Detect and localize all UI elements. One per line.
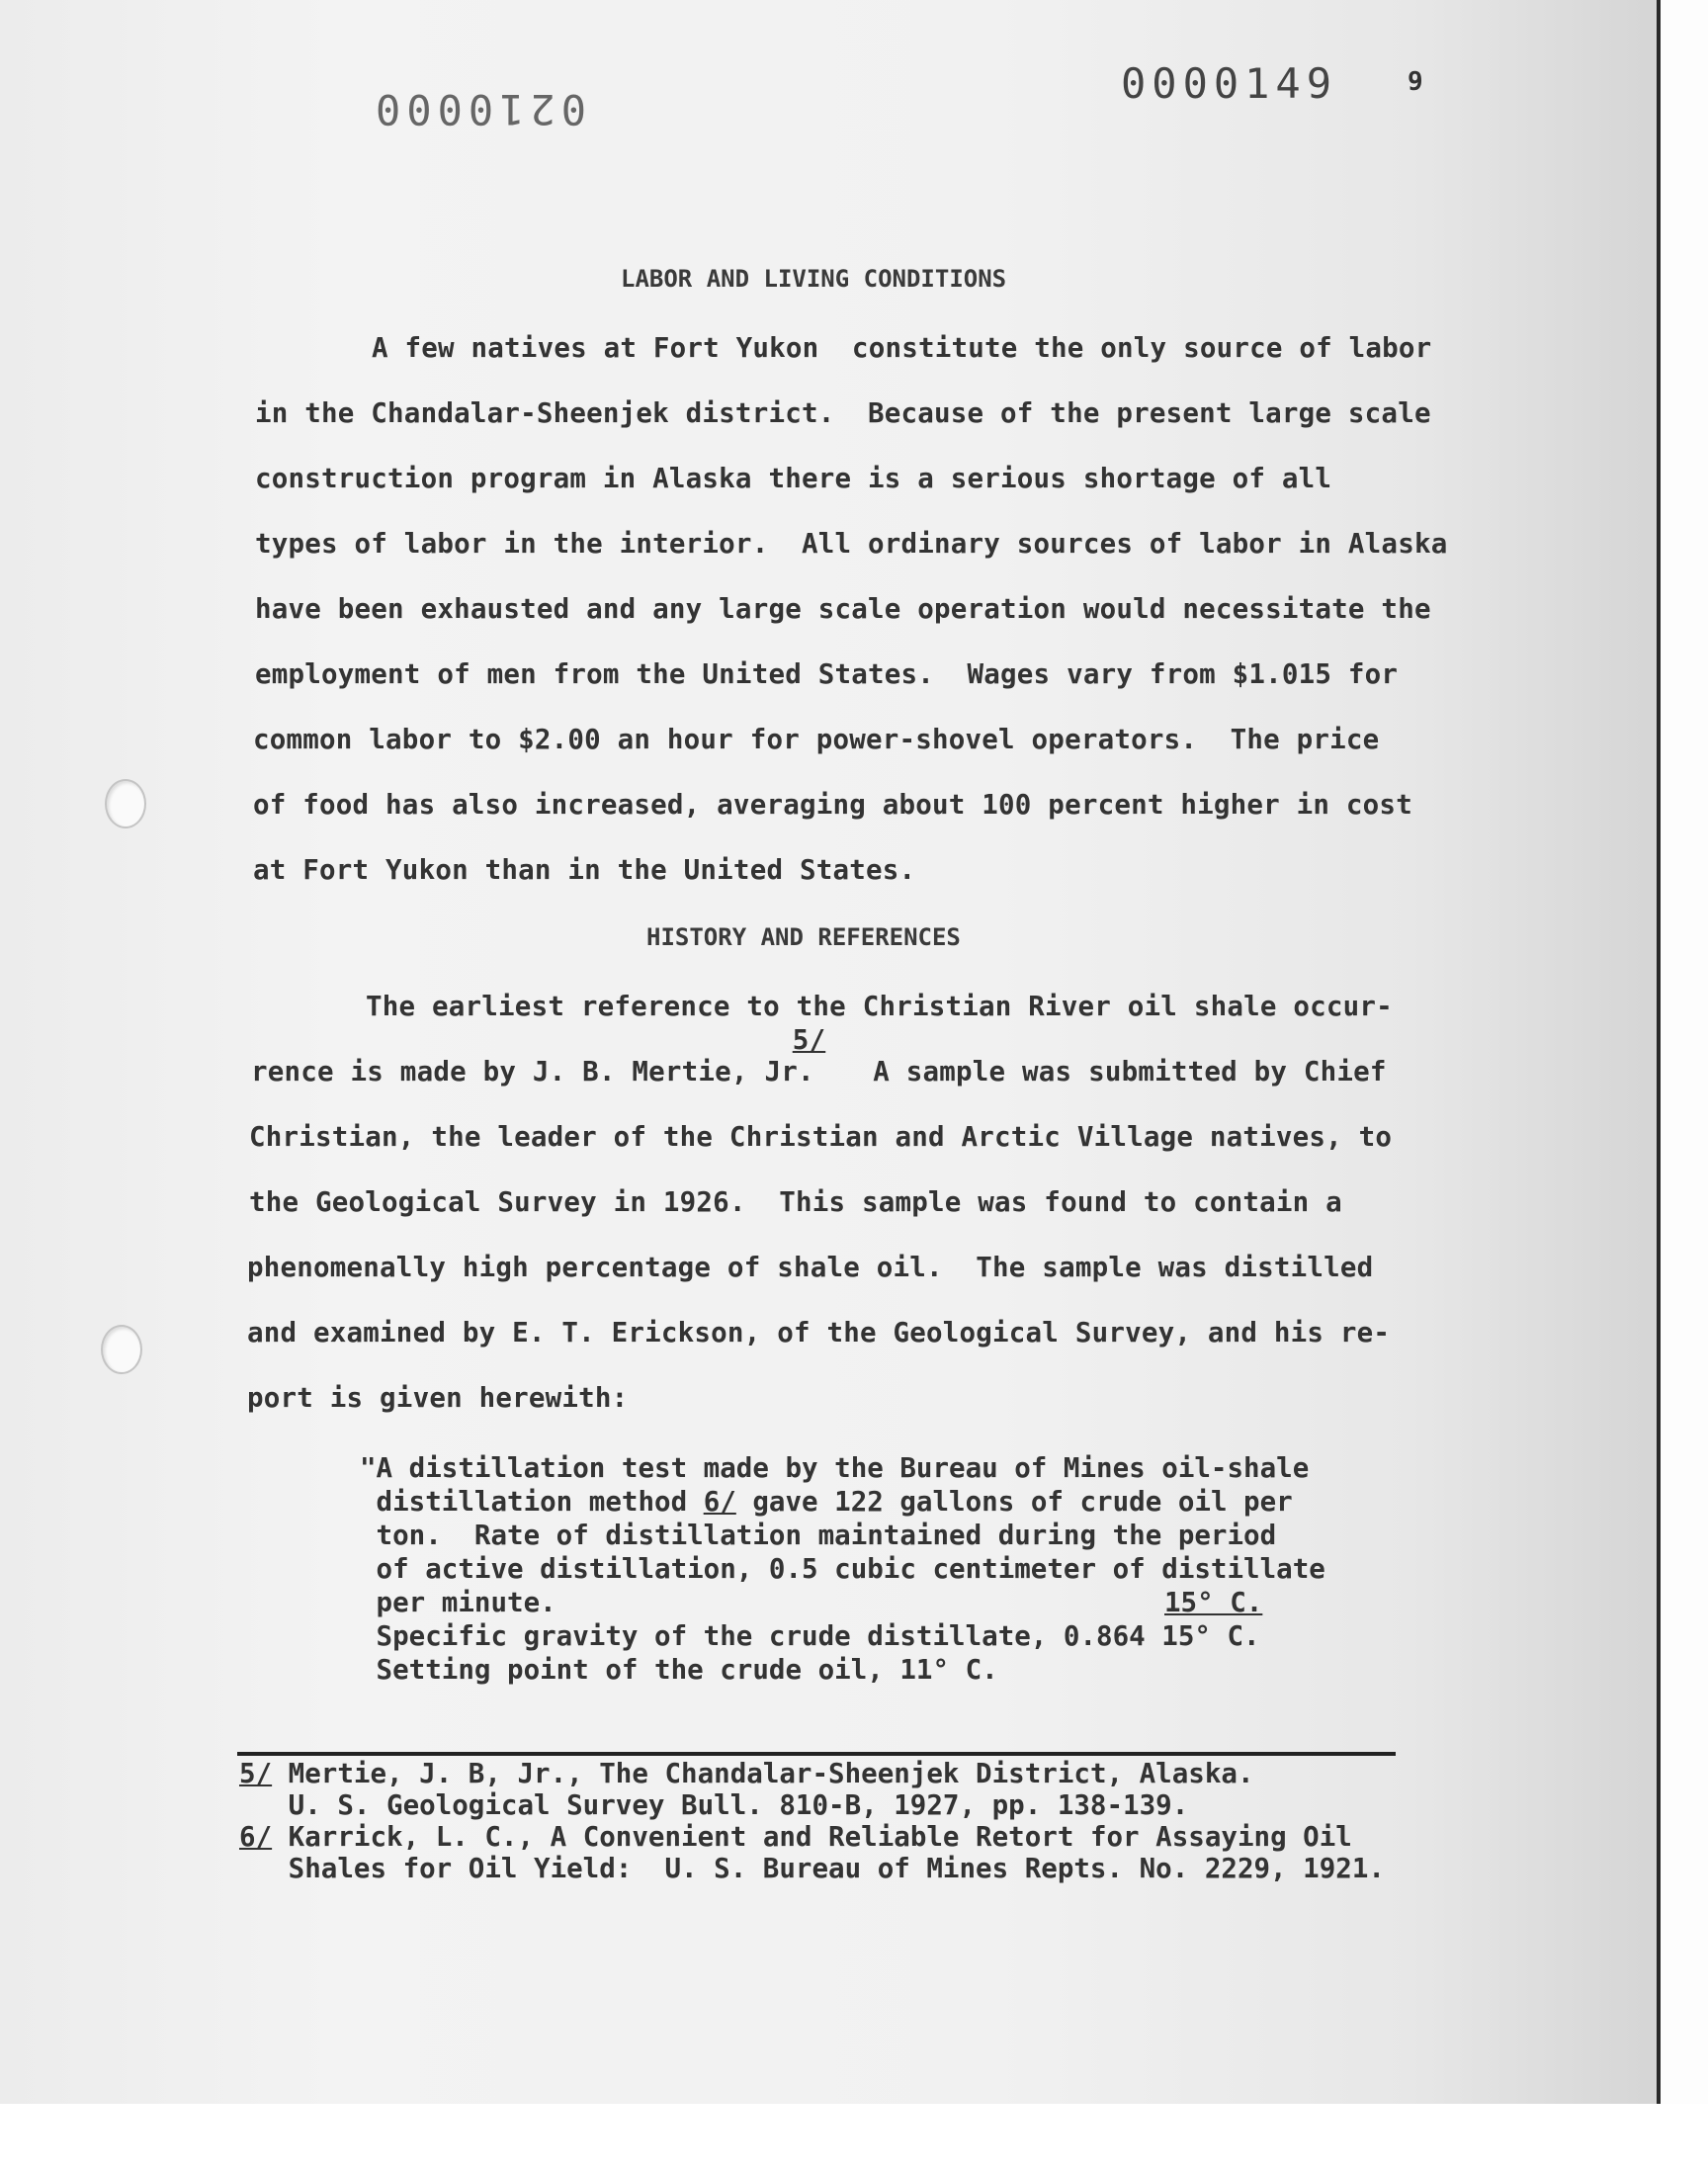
- footnote-marker: 5/: [239, 1758, 273, 1789]
- footnote-divider: [237, 1752, 1396, 1756]
- quote-line-text: distillation method: [360, 1486, 704, 1518]
- quote-line: of active distillation, 0.5 cubic centimeter of distillate: [360, 1553, 1325, 1585]
- left-serial-stamp: 0210000: [370, 85, 587, 133]
- quote-line: "A distillation test made by the Bureau of Mines oil-shale: [360, 1452, 1310, 1484]
- history-line: the Geological Survey in 1926. This sample was found to contain a: [249, 1186, 1342, 1218]
- history-line: and examined by E. T. Erickson, of the Geological Survey, and his re-: [247, 1317, 1391, 1348]
- punch-hole-upper: [105, 779, 146, 828]
- history-line: [251, 1024, 1387, 1088]
- history-line-text: A sample was submitted by Chief: [873, 1056, 1387, 1088]
- labor-line: have been exhausted and any large scale operation would necessitate the: [255, 593, 1431, 625]
- footnote-6-cont: Shales for Oil Yield: U. S. Bureau of Mines Repts. No. 2229, 1921.: [239, 1853, 1385, 1884]
- labor-line: in the Chandalar-Sheenjek district. Because of the present large scale: [255, 397, 1431, 429]
- labor-section-heading: LABOR AND LIVING CONDITIONS: [621, 265, 1007, 293]
- history-section-heading: HISTORY AND REFERENCES: [646, 923, 961, 951]
- punch-hole-lower: [101, 1325, 142, 1374]
- labor-line: of food has also increased, averaging about 100 percent higher in cost: [253, 789, 1412, 821]
- fraction-denominator: 15° C.: [1161, 1620, 1260, 1652]
- labor-line: construction program in Alaska there is a serious shortage of all: [255, 463, 1332, 494]
- labor-line: at Fort Yukon than in the United States.: [253, 854, 916, 886]
- footnote-5: [239, 1758, 1254, 1789]
- quote-line: per minute.: [360, 1587, 556, 1618]
- history-line: phenomenally high percentage of shale oil. The sample was distilled: [247, 1252, 1374, 1283]
- quote-line: ton. Rate of distillation maintained during the period: [360, 1520, 1277, 1551]
- footnote-5-cont: U. S. Geological Survey Bull. 810-B, 1927, pp. 138-139.: [239, 1789, 1189, 1821]
- footnote-ref-5: 5/: [792, 1024, 826, 1056]
- labor-line: common labor to $2.00 an hour for power-shovel operators. The price: [253, 724, 1380, 755]
- quote-line: Setting point of the crude oil, 11° C.: [360, 1654, 998, 1686]
- scan-margin: [0, 2104, 1708, 2175]
- history-line: Christian, the leader of the Christian and Arctic Village natives, to: [249, 1121, 1393, 1153]
- footnote-marker: 6/: [239, 1821, 273, 1853]
- quote-line-text: gave 122 gallons of crude oil per: [735, 1486, 1293, 1518]
- quote-line: [360, 1485, 1293, 1519]
- page-edge: [1657, 0, 1661, 2104]
- history-line: port is given herewith:: [247, 1382, 629, 1414]
- right-serial-stamp: 0000149: [1121, 59, 1338, 108]
- footnote-ref-6: 6/: [703, 1486, 736, 1518]
- labor-line: employment of men from the United States. Wages vary from $1.015 for: [255, 658, 1399, 690]
- quote-line-text: Specific gravity of the crude distillate, 0.864: [360, 1620, 1162, 1652]
- history-line: The earliest reference to the Christian River oil shale occur-: [366, 991, 1393, 1022]
- footnote-6: [239, 1821, 1352, 1853]
- history-line-text: rence is made by J. B. Mertie, Jr.: [251, 1056, 814, 1088]
- footnote-text: Karrick, L. C., A Convenient and Reliable Retort for Assaying Oil: [272, 1821, 1352, 1853]
- quote-line: [360, 1619, 1260, 1653]
- footnote-text: Mertie, J. B, Jr., The Chandalar-Sheenjek District, Alaska.: [272, 1758, 1254, 1789]
- labor-line: A few natives at Fort Yukon constitute the only source of labor: [372, 332, 1432, 364]
- labor-line: types of labor in the interior. All ordinary sources of labor in Alaska: [255, 528, 1448, 560]
- page-number: 9: [1408, 67, 1423, 97]
- fraction-numerator: 15° C.: [1164, 1587, 1263, 1618]
